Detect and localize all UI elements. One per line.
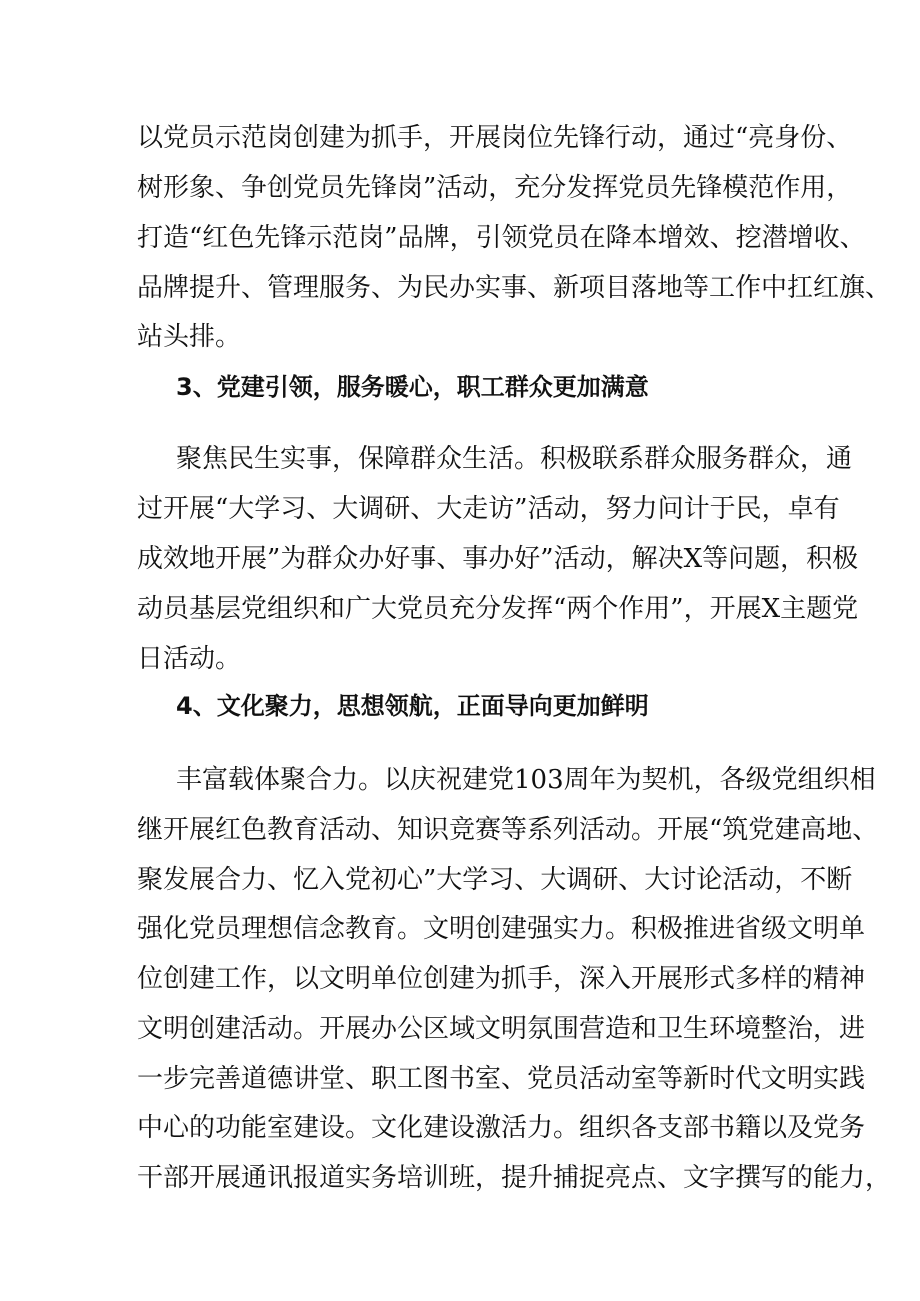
paragraph-line: 继开展红色教育活动、知识竞赛等系列活动。开展“筑党建高地、 <box>137 815 879 845</box>
paragraph-line: 打造“红色先锋示范岗”品牌，引领党员在降本增效、挖潜增收、 <box>137 223 866 253</box>
paragraph-line: 一步完善道德讲堂、职工图书室、党员活动室等新时代文明实践 <box>137 1064 866 1094</box>
paragraph-line: 位创建工作，以文明单位创建为抓手，深入开展形式多样的精神 <box>137 964 866 994</box>
section-heading-4: 4、文化聚力，思想领航，正面导向更加鲜明 <box>176 692 649 720</box>
paragraph-line: 过开展“大学习、大调研、大走访”活动，努力问计于民，卓有 <box>137 494 840 524</box>
paragraph-line: 以党员示范岗创建为抓手，开展岗位先锋行动，通过“亮身份、 <box>137 123 853 153</box>
paragraph-line: 成效地开展”为群众办好事、事办好”活动，解决X等问题，积极 <box>137 544 859 574</box>
paragraph-line: 聚焦民生实事，保障群众生活。积极联系群众服务群众，通 <box>176 444 853 474</box>
section-heading-3: 3、党建引领，服务暖心，职工群众更加满意 <box>176 373 649 401</box>
paragraph-line: 动员基层党组织和广大党员充分发挥“两个作用”，开展X主题党 <box>137 594 859 624</box>
paragraph-line: 干部开展通讯报道实务培训班，提升捕捉亮点、文字撰写的能力， <box>137 1163 892 1193</box>
paragraph-line: 强化党员理想信念教育。文明创建强实力。积极推进省级文明单 <box>137 914 866 944</box>
paragraph-line: 站头排。 <box>137 322 242 352</box>
paragraph-line: 文明创建活动。开展办公区域文明氛围营造和卫生环境整治，进 <box>137 1014 866 1044</box>
paragraph-line: 日活动。 <box>137 644 242 674</box>
paragraph-line: 丰富载体聚合力。以庆祝建党103周年为契机，各级党组织相 <box>176 765 876 795</box>
paragraph-line: 中心的功能室建设。文化建设激活力。组织各支部书籍以及党务 <box>137 1113 866 1143</box>
paragraph-line: 品牌提升、管理服务、为民办实事、新项目落地等工作中扛红旗、 <box>137 273 892 303</box>
paragraph-line: 树形象、争创党员先锋岗”活动，充分发挥党员先锋模范作用， <box>137 173 853 203</box>
paragraph-line: 聚发展合力、忆入党初心”大学习、大调研、大讨论活动，不断 <box>137 865 853 895</box>
